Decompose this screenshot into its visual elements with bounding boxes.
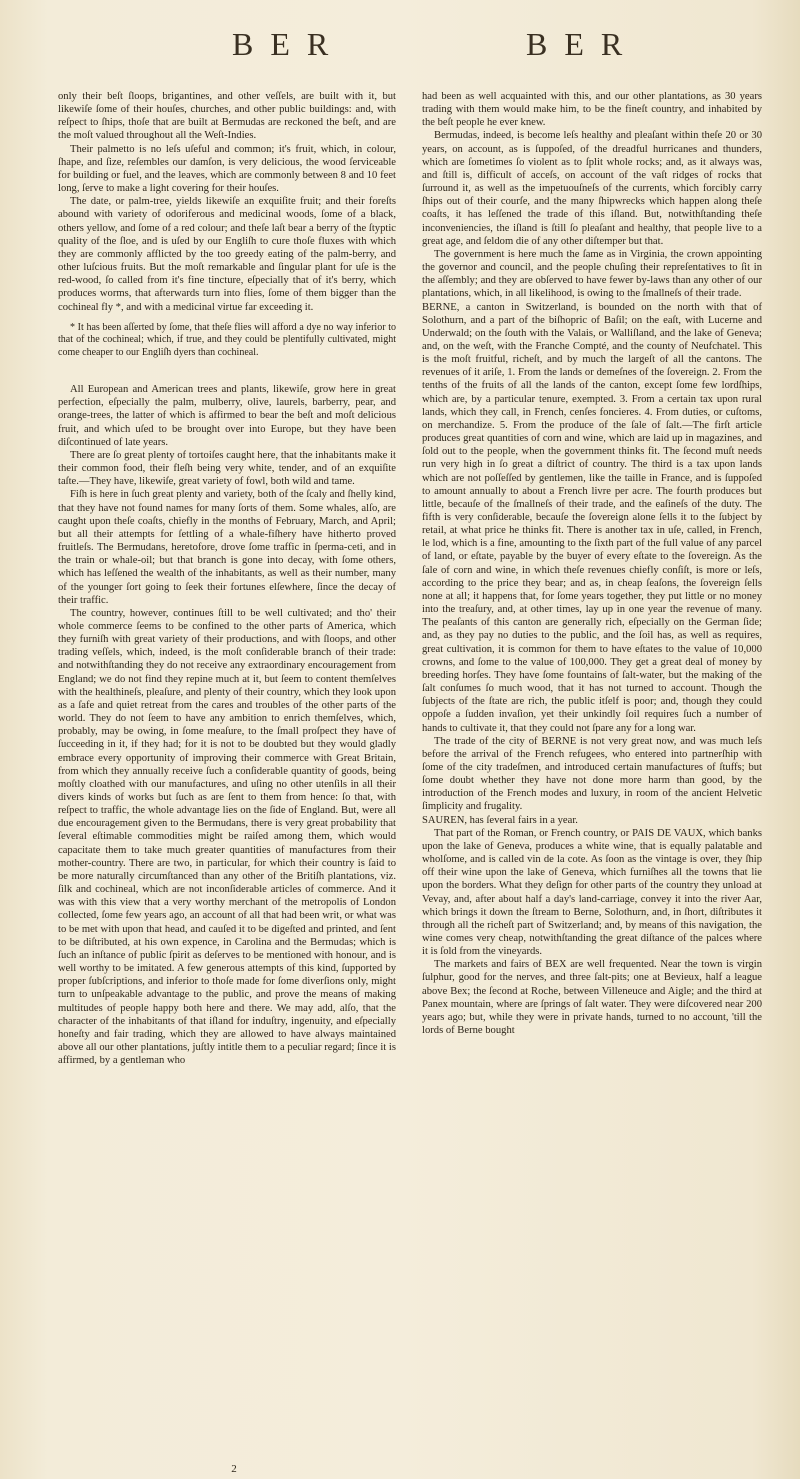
paragraph: Fiſh is here in ſuch great plenty and variety, both of the ſcaly and ſhelly kind, that they have not found names for many ſorts of them. Some whales, alſo, are caught upon theſe coaſts, chiefly in the months of February, March, and April; but all their attempts for ſettling of a whale-fiſhery have hitherto proved fruitleſs. The Bermudans, heretofore, drove ſome traffic in ſperma-ceti, and in the train or whale-oil; but that branch is gone into decay, with ſome others, which has leſſened the wealth of the inhabitants, as well as their number, many of the younger ſort going to ſeek their fortunes elſewhere, ſince the decay of their traffic.: [58, 489, 396, 606]
paragraph: There are ſo great plenty of tortoiſes caught here, that the inhabitants make it their common food, their fleſh being very white, tender, and of an exquiſite taſte.—They have, likewiſe, great variety of fowl, both wild and tame.: [58, 449, 396, 488]
paragraph: The trade of the city of BERNE is not very great now, and was much leſs before the arrival of the French refugees, who entered into partnerſhip with ſome of the city tradeſmen, and introduced certain manufactures of ſtuffs; but ſome doubt whether they have not done more harm than good, by the introduction of the French modes and luxury, in room of the ancient Helvetic ſimplicity and frugality.: [422, 735, 762, 813]
paragraph: The government is here much the ſame as in Virginia, the crown appointing the governor and council, and the people chuſing their repreſentatives to ſit in the aſſembly; and they are obſerved to have fewer by-laws than any other of our plantations, which, in all likelihood, is owing to the ſmallneſs of their trade.: [422, 248, 762, 300]
right-column: [422, 90, 762, 1037]
entry-berne: BERNE, a canton in Switzerland, is bounded on the north with that of Solothurn, and a part of the biſhopric of Baſil; on the eaſt, with Lucerne and Underwald; on the ſouth with the Valais, or Walliſland, and the lake of Geneva; and, on the weſt, with the Franche Compté, and the county of Neufchatel. This is the moſt fruitful, richeſt, and by much the largeſt of all the cantons. The revenues of it ariſe, 1. From the lands or demeſnes of the ſovereign. 2. From the tenths of the fruits of all the lands of the canton, except ſome few lordſhips, which are, by a particular tenure, exempted. 3. From a certain tax upon rural lands, which they call, in French, cenſes foncieres. 4. From duties, or cuſtoms, on merchandize. 5. From the produce of the ſale of ſalt.—The firſt article produces great quantities of corn and wine, which are laid up in magazines, and ſold out to the people, when the government thinks fit. The ſecond muſt needs run very high in ſo great a diſtrict of country. The third is a tax upon lands which are not poſſeſſed by gentlemen, like the taille in France, and is ſuppoſed to amount annually to about a French livre per acre. The fourth produces but little, becauſe of the ſmallneſs of their trade, and the eaſineſs of the duty. The fifth is very conſiderable, becauſe the ſovereign alone ſells it to the ſubject by retail, at what price he thinks fit. There is another tax in uſe, called, in French, le lod, which is a fine, amounting to the ſixth part of the full value of any parcel of land, or eſtate, payable by the buyer of every eſtate to the ſovereign. As the ſale of corn and wine, in which theſe revenues chiefly conſiſt, is more or leſs, according to the price they bear; and as, in cheap ſeaſons, the ſovereign ſells none at all; it happens that, for ſome years together, they put little or no money into the treaſury, and, at other times, lay up in one year the revenue of many. The peaſants of this canton are generally rich, eſpecially on the German ſide; and, as they pay no duties to the public, and the ſoil has, as well as requires, great cultivation, it is common for them to have eſtates to the value of 10,000 crowns, and ſome to the value of 100,000. They get a great deal of money by breeding horſes. They have ſome fountains of ſalt-water, but the making of the ſalt conſumes ſo much wood, that it has not turned to account. Though the ſubjects of the ſtate are rich, the public itſelf is poor; and, though they could oppoſe a ſudden invaſion, yet their unkindly ſoil requires ſuch a number of hands to cultivate it, that they could not ſpare any for a long war.: [422, 301, 762, 734]
paragraph: The date, or palm-tree, yields likewiſe an exquiſite fruit; and their foreſts abound with variety of odoriferous and medicinal woods, ſome of a black, others yellow, and ſome of a red colour; and theſe laſt bear a berry of the ſtyptic quality of the ſloe, and is uſed by our Engliſh to cure thoſe fluxes with which they are commonly afflicted by the too greedy eating of the palm-berry, and other luſcious fruits. But the moſt remarkable and ſingular plant for uſe is the red-wood, ſo called from it's fine tincture, eſpecially that of it's berry, which produces worms, that afterwards turn into flies, ſome of them bigger than the cochineal fly *, and with a medicinal virtue far exceeding it.: [58, 196, 396, 313]
paragraph: Bermudas, indeed, is become leſs healthy and pleaſant within theſe 20 or 30 years, on account, as is ſuppoſed, of the dreadful hurricanes and thunders, which are ſometimes ſo violent as to ſplit whole rocks; and, as it always was, and ſtill is, difficult of acceſs, on account of the vaſt ridges of rocks that ſurround it, as well as the impetuouſneſs of the currents, which forcibly carry ſhips out of their courſe, and the many ſhipwrecks which happen along theſe coaſts, it has leſſened the trade of this iſland. But, notwithſtanding theſe inconveniencies, the iſland is ſtill ſo pleaſant and healthy, that people live to a great age, and ſeldom die of any other diſtemper but that.: [422, 130, 762, 247]
entry-sauren: SAUREN, has ſeveral fairs in a year.: [422, 814, 578, 826]
paragraph: had been as well acquainted with this, and our other plantations, as 30 years trading with them would make him, to be the fineſt country, and inhabited by the beſt people he ever knew.: [422, 91, 762, 129]
running-head-right: BER: [526, 26, 640, 62]
running-header: [0, 26, 800, 66]
paragraph: Their palmetto is no leſs uſeful and common; it's fruit, which, in colour, ſhape, and ſize, reſembles our damſon, is very delicious, the wood ſerviceable for building or fuel, and the leaves, which are commonly between 8 and 10 feet long, ſerve to make a light covering for their houſes.: [58, 143, 396, 195]
paragraph: All European and American trees and plants, likewiſe, grow here in great perfection, eſpecially the palm, mulberry, olive, laurels, barberry, pear, and orange-trees, the latter of which is affirmed to bear the beſt and moſt delicious fruit, and which uſed to be brought over into Europe, but they have been diſcontinued of late years.: [58, 384, 396, 448]
footnote: * It has been aſſerted by ſome, that theſe flies will afford a dye no way inferior to that of the cochineal; which, if true, and they could be plentifully cultivated, might come cheaper to our Engliſh dyers than cochineal.: [58, 321, 396, 358]
paragraph: The markets and fairs of BEX are well frequented. Near the town is virgin ſulphur, good for the nerves, and three ſalt-pits; one at Bevieux, half a league above Bex; the ſecond at Roche, between Villeneuce and Aigle; and the third at Panex mountain, where are ſprings of ſalt water. They were diſcovered near 200 years ago; but, while they were in private hands, turned to no account, 'till the lords of Berne bought: [422, 959, 762, 1037]
paragraph: The country, however, continues ſtill to be well cultivated; and tho' their whole commerce ſeems to be confined to the other parts of America, which they furniſh with great variety of their productions, and with ſloops, and other trading veſſels, which, indeed, is the moſt conſiderable branch of their trade: and notwithſtanding they do not receive any extraordinary encouragement from England; we do not find they repine much at it, but ſeem to content themſelves with the healthineſs, pleaſure, and plenty of their country, which they look upon as a ſafe and quiet retreat from the cares and troubles of the other parts of the world. They do not ſeem to have any ambition to enrich themſelves, which, probably, may be owing, in ſome meaſure, to the ſmall proſpect they have of ſucceeding in it, if they had; for it is not to be doubted but they would gladly embrace every opportunity of improving their commerce with Great Britain, from which they annually receive ſuch a conſiderable quantity of goods, being moſtly cloathed with our manufactures, and uſing no other utenſils in all their divers kinds of works but ſuch as are ſent to them from hence: ſo that, with reſpect to traffic, the whole advantage lies on the ſide of England. But, were all due encouragement given to the Bermudans, there is very great probability that ſeveral eſtimable commodities might be raiſed among them, which would capacitate them to take much greater quantities of manufactures from their mother-country. There are two, in particular, for which their country is ſaid to be more naturally circumſtanced than any other of the Britiſh plantations, viz. ſilk and cochineal, which are not inconſiderable articles of commerce. And it was with this view that a very worthy merchant of the metropolis of London collected, ſome few years ago, an account of all that had been writ, or what was to be met with upon that head, and cauſed it to be digeſted and printed, and ſent to be diſtributed, at his own expence, in Carolina and the Bermudas; which is ſuch an inſtance of public ſpirit as deſerves to be mentioned with honour, and is well worthy to be imitated. A few generous attempts of this kind, ſupported by proper ſubſcriptions, and inferior to thoſe made for ſome diverſions only, might turn to unſpeakable advantage to the public, and prove the means of making multitudes of people happy both here and there. We may add, alſo, that the character of the inhabitants of that iſland for induſtry, ingenuity, and eſpecially honeſty and fair trading, which they are allowed to have always maintained above all our other plantations, juſtly intitle them to a peculiar regard; ſince it is affirmed, by a gentleman who: [58, 607, 396, 1067]
left-column: [58, 90, 396, 1067]
running-head-left: BER: [232, 26, 346, 62]
paragraph: only their beſt ſloops, brigantines, and other veſſels, are built with it, but likewiſe ſome of their houſes, churches, and other public buildings: and, with reſpect to ſhips, thoſe that are built at Bermudas are reckoned the beſt, and are the moſt valued throughout all the Weſt-Indies.: [58, 91, 396, 142]
page-number: 2: [231, 1463, 237, 1475]
paragraph: That part of the Roman, or French country, or PAIS DE VAUX, which banks upon the lake of Geneva, produces a white wine, that is equally palatable and wholſome, and is called vin de la cote. As ſoon as the vintage is over, they ſhip off their wine upon the lake of Geneva, which furniſhes all the towns that lie upon the borders. What they deſign for other parts of the country they unload at Vevay, and, after about half a day's land-carriage, convey it into the river Aar, which brings it down the ſtream to Berne, Solothurn, and, in ſhort, diſtributes it through all the richeſt part of Switzerland; and, by means of this navigation, the wine comes very cheap, notwithſtanding the great diſtance of the palces where it is ſold from the vineyards.: [422, 827, 762, 958]
